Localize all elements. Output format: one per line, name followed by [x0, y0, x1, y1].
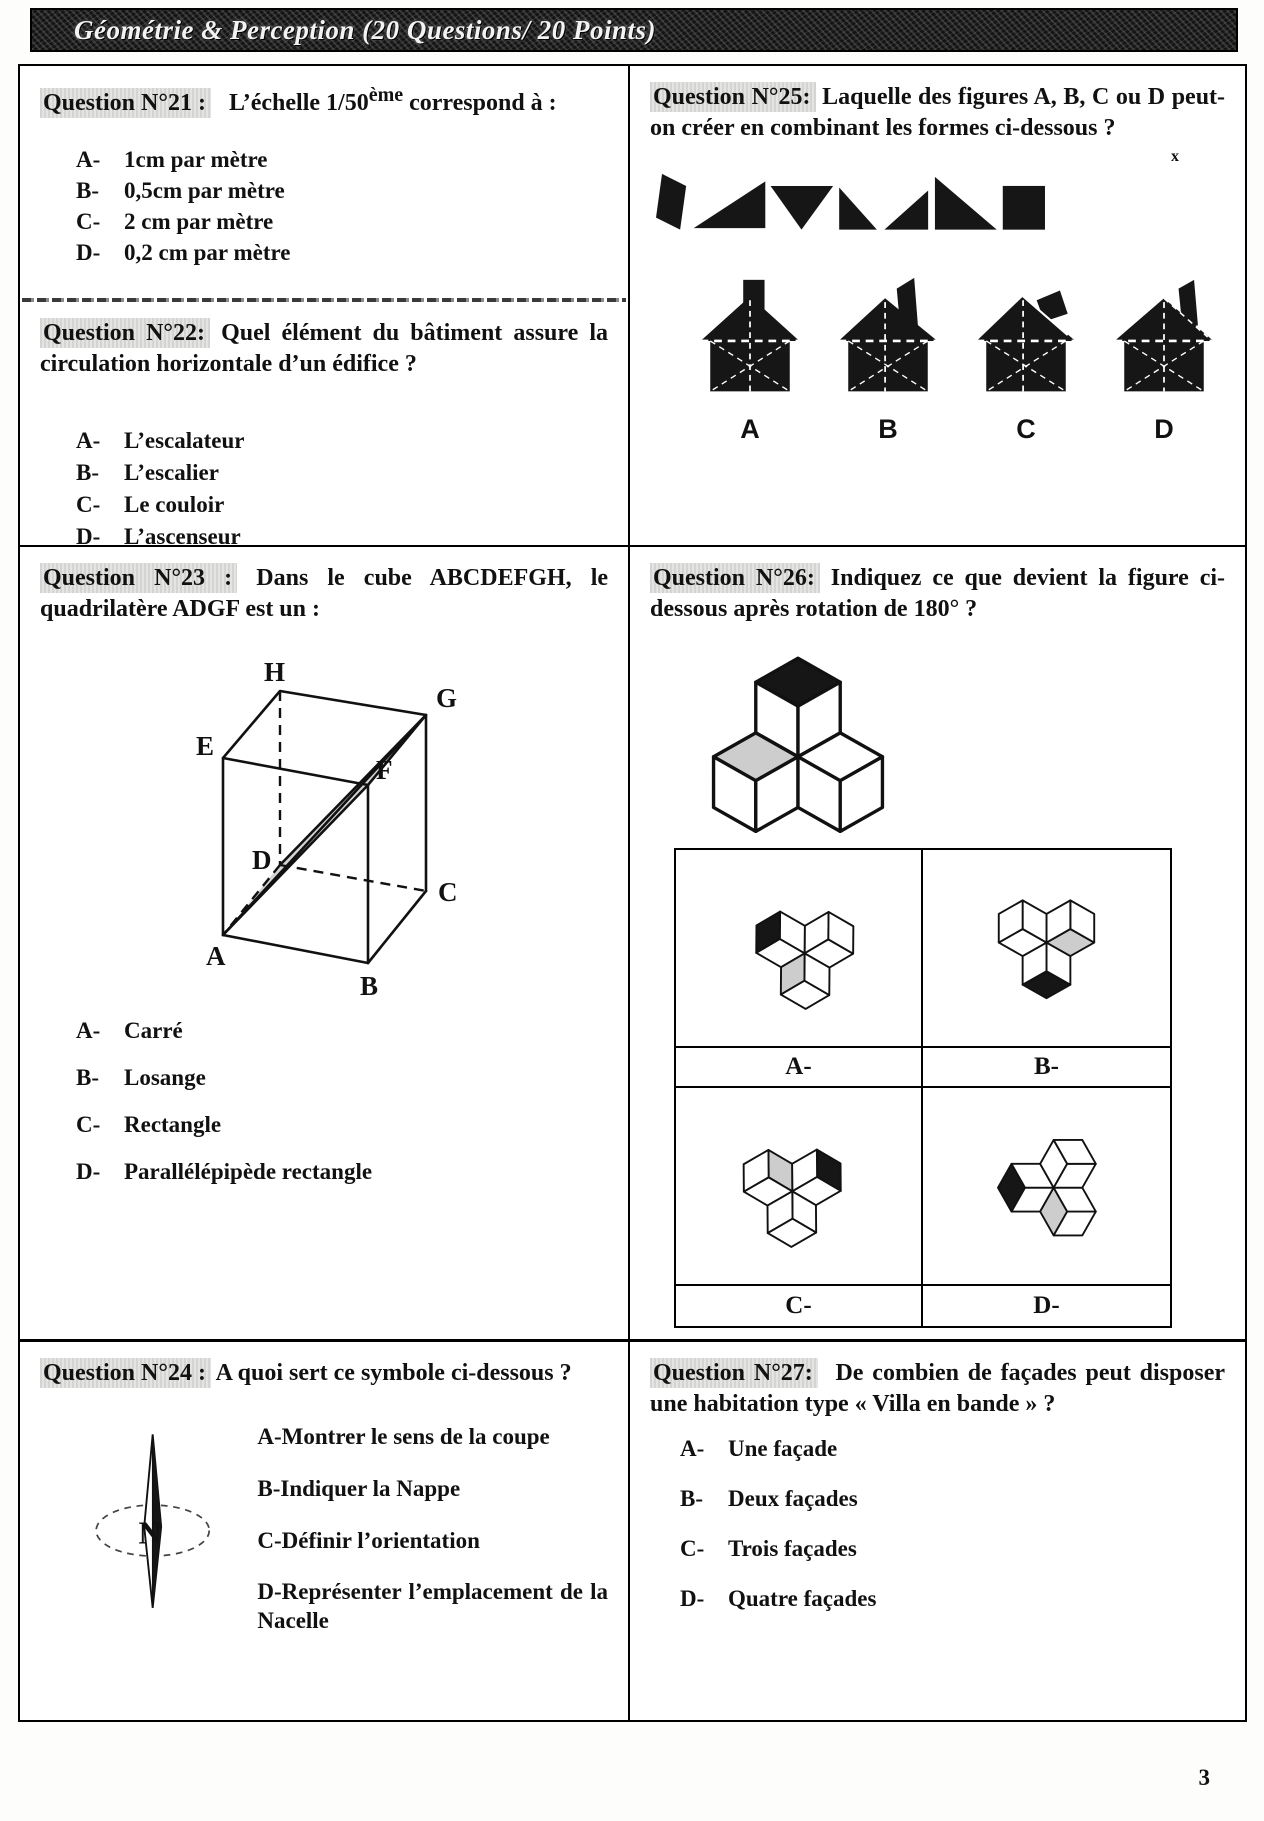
answer-houses [694, 275, 1225, 445]
square-piece [1003, 186, 1045, 230]
questions-table [18, 64, 1247, 1722]
question-23-text [40, 563, 608, 625]
right-triangle-piece [694, 182, 766, 229]
question-27-label: Question N°27: [650, 1358, 818, 1388]
question-23-intro: Dans le cube ABCDEFGH, le quadrilatère ADGF est un : [40, 565, 609, 623]
question-24-intro: A quoi sert ce symbole ci-dessous ? [215, 1360, 572, 1386]
answer-label-a: A- [676, 1046, 923, 1088]
vertex-label-f: F [376, 755, 393, 786]
question-24-text [40, 1358, 608, 1389]
option-a: A-Montrer le sens de la coupe [257, 1424, 550, 1450]
house-figure-d [1108, 275, 1220, 445]
vertex-label-c: C [438, 877, 458, 908]
option-d: D- Quatre façades [680, 1586, 877, 1612]
vertex-label-b: B [360, 971, 379, 1002]
grid-row-labels-2 [676, 1284, 1170, 1326]
question-23-options [76, 1018, 608, 1185]
house-d-drawing [1108, 275, 1220, 403]
option-a: A- 1cm par mètre [76, 147, 268, 173]
option-d: D- L’ascenseur [76, 524, 241, 545]
question-27-intro: De combien de façades peut disposer une habitation type « Villa en bande » ? [650, 1360, 1225, 1418]
cubes-option-c [711, 1099, 886, 1274]
option-c: C- Le couloir [76, 492, 225, 518]
answer-label-b: B- [923, 1046, 1170, 1088]
option-c: C- Trois façades [680, 1536, 857, 1562]
question-26-label: Question N°26: [650, 563, 820, 593]
house-a-drawing [694, 275, 806, 403]
answer-figure-b [923, 850, 1170, 1046]
question-25-intro: Laquelle des figures A, B, C ou D peut-on créer en combinant les formes ci-dessous ? [650, 84, 1226, 142]
option-b: B- 0,5cm par mètre [76, 178, 285, 204]
house-label-b: B [878, 414, 898, 445]
question-26-intro: Indiquez ce que devient la figure ci-dessous après rotation de 180° ? [650, 565, 1226, 623]
small-triangle-piece [839, 188, 877, 230]
tangram-pieces-figure [656, 160, 1225, 241]
question-27-text [650, 1358, 1225, 1420]
option-b: B- L’escalier [76, 460, 219, 486]
cubes-option-a [711, 861, 886, 1036]
cube-figure [168, 643, 608, 1008]
page-number: 3 [1198, 1765, 1210, 1790]
cubes-option-b [959, 861, 1134, 1036]
option-d: D- 0,2 cm par mètre [76, 240, 291, 266]
option-d: D- Parallélépipède rectangle [76, 1159, 373, 1185]
cubes-option-d [959, 1099, 1134, 1274]
house-label-a: A [740, 414, 760, 445]
question-21-sup: ème [368, 84, 404, 106]
answer-figure-c [676, 1088, 923, 1284]
grid-row-figures-1 [676, 850, 1170, 1046]
option-b: B- Deux façades [680, 1486, 858, 1512]
question-22 [20, 302, 628, 545]
stray-mark: x [1171, 148, 1179, 165]
question-24-body [40, 1423, 608, 1659]
question-27 [630, 1339, 1245, 1720]
question-24 [20, 1339, 628, 1720]
grid-row-figures-2 [676, 1088, 1170, 1284]
question-24-options [257, 1423, 608, 1659]
option-c: C- Rectangle [76, 1112, 222, 1138]
house-b-drawing [832, 275, 944, 403]
question-22-label: Question N°22: [40, 318, 210, 348]
north-arrow-icon [82, 1423, 223, 1623]
question-23-label: Question N°23 : [40, 563, 237, 593]
vertex-label-g: G [436, 683, 458, 714]
cube-abcdefgh-diagram [168, 643, 478, 1003]
left-column [20, 66, 630, 1720]
north-letter: N [138, 1514, 162, 1551]
option-d: D-Représenter l’emplacement de la Nacelle [257, 1579, 608, 1634]
question-21-intro-end: correspond à : [403, 90, 557, 116]
answer-grid [674, 848, 1172, 1328]
answer-label-c: C- [676, 1284, 923, 1326]
house-c-drawing [970, 275, 1082, 403]
question-21-label: Question N°21 : [40, 88, 211, 118]
question-27-options [680, 1436, 1225, 1612]
vertex-label-d: D [252, 845, 272, 876]
option-b: B-Indiquer la Nappe [257, 1475, 461, 1501]
three-cubes-figure [678, 647, 918, 837]
option-a: A- Une façade [680, 1436, 838, 1462]
vertex-label-e: E [196, 731, 215, 762]
section-title: Géométrie & Perception (20 Questions/ 20 Points) [74, 14, 656, 45]
question-23 [20, 545, 628, 1339]
question-21 [20, 66, 628, 302]
right-column [630, 66, 1245, 1720]
vertex-label-a: A [206, 941, 226, 972]
question-22-text [40, 318, 608, 380]
option-a: A- Carré [76, 1018, 183, 1044]
large-triangle-piece [935, 177, 997, 230]
parallelogram-piece [656, 174, 686, 230]
house-figure-b [832, 275, 944, 445]
question-25 [630, 66, 1245, 545]
house-label-c: C [1016, 414, 1036, 445]
question-22-options [76, 428, 608, 545]
option-c: C- 2 cm par mètre [76, 209, 274, 235]
cubes-main-figure [678, 647, 1225, 842]
answer-figure-d [923, 1088, 1170, 1284]
house-label-d: D [1154, 414, 1174, 445]
question-21-text [40, 82, 608, 119]
section-banner [30, 8, 1238, 52]
question-26 [630, 545, 1245, 1339]
question-21-options [76, 147, 608, 266]
house-figure-a [694, 275, 806, 445]
question-26-text [650, 563, 1225, 625]
option-c: C-Définir l’orientation [257, 1527, 480, 1553]
inverted-triangle-piece [771, 186, 834, 230]
medium-triangle-piece [884, 191, 928, 230]
question-25-label: Question N°25: [650, 82, 816, 112]
option-a: A- L’escalateur [76, 428, 245, 454]
vertex-label-h: H [264, 657, 286, 688]
answer-figure-a [676, 850, 923, 1046]
option-b: B- Losange [76, 1065, 206, 1091]
question-25-text [650, 82, 1225, 144]
answer-label-d: D- [923, 1284, 1170, 1326]
house-figure-c [970, 275, 1082, 445]
grid-row-labels-1 [676, 1046, 1170, 1088]
question-22-intro: Quel élément du bâtiment assure la circulation horizontale d’un édifice ? [40, 320, 609, 378]
tangram-pieces [656, 160, 1048, 236]
question-24-label: Question N°24 : [40, 1358, 211, 1388]
question-21-intro: L’échelle 1/50 [228, 90, 369, 116]
